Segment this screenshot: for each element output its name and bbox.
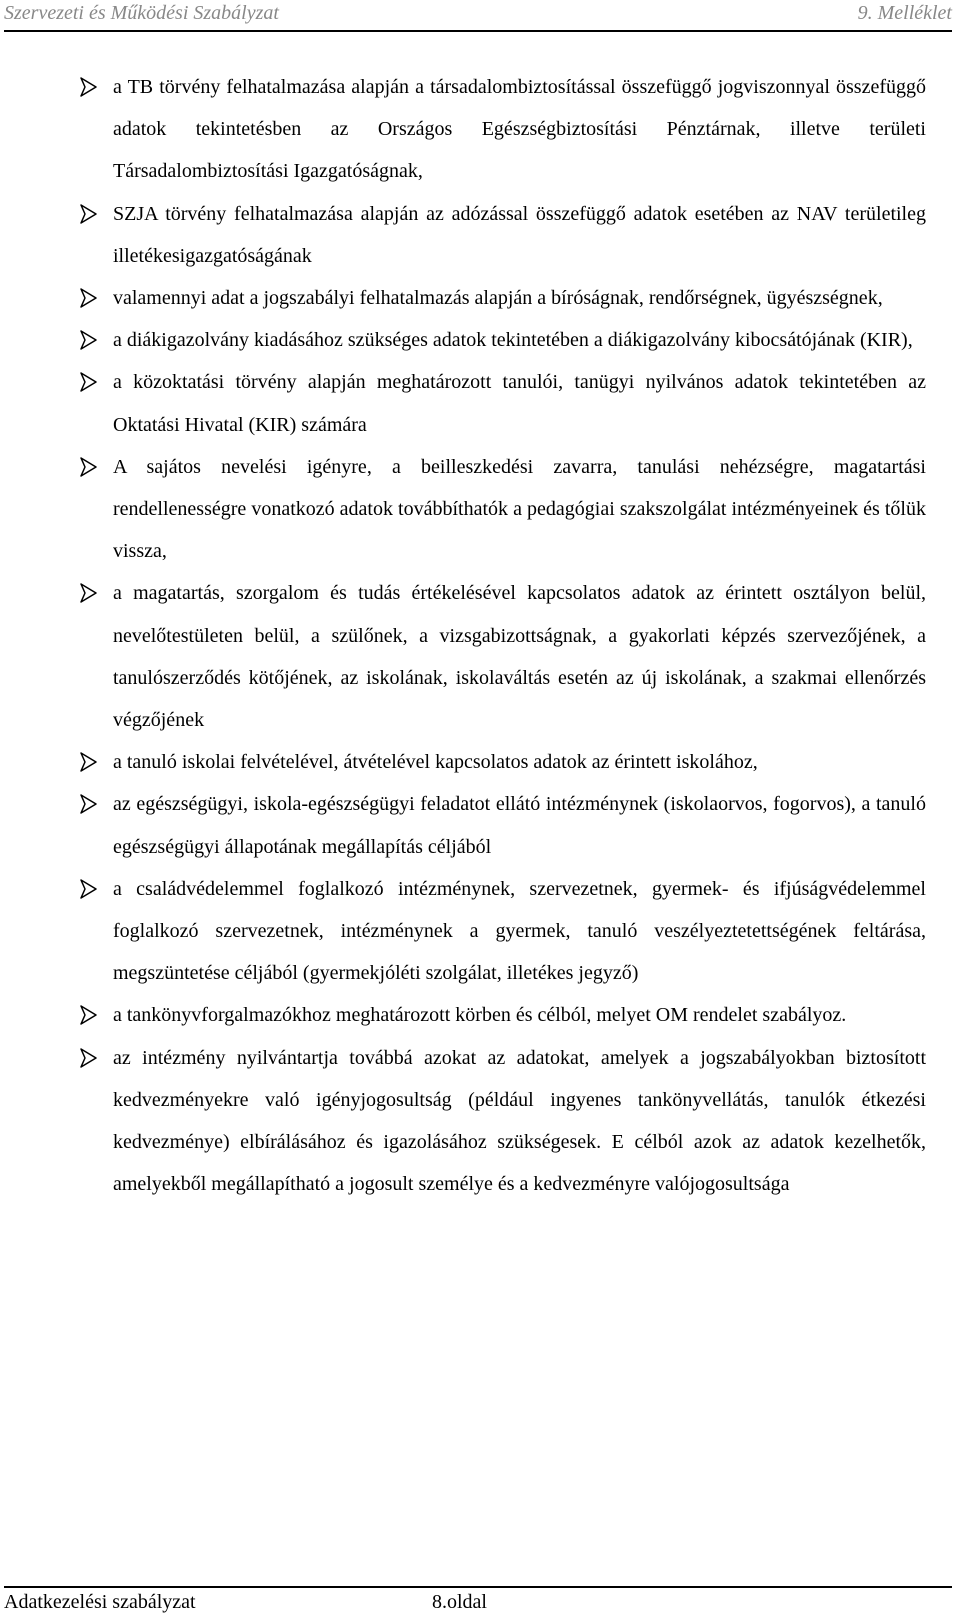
arrowhead-bullet-icon (80, 66, 102, 108)
list-item (80, 994, 926, 1036)
page-number: 8.oldal (432, 1591, 487, 1613)
page-header (4, 0, 952, 32)
list-item (80, 319, 926, 361)
list-item-text: a TB törvény felhatalmazása alapján a társadalombiztosítással összefüggő jogviszonnyal összefüggő adatok tekintetésben az Országos Egészségbiztosítási Pénztárnak, illetve területi Társadalombiztosítási Igazgatóságnak, (113, 76, 926, 183)
arrowhead-bullet-icon (80, 741, 102, 783)
arrowhead-bullet-icon (80, 277, 102, 319)
list-item-text: valamennyi adat a jogszabályi felhatalmazás alapján a bíróságnak, rendőrségnek, ügyészségnek, (113, 287, 883, 310)
list-item (80, 446, 926, 573)
list-item-text: SZJA törvény felhatalmazása alapján az adózással összefüggő adatok esetében az NAV területileg illetékesigazgatóságának (113, 202, 926, 267)
arrowhead-bullet-icon (80, 319, 102, 361)
list-item-text: a családvédelemmel foglalkozó intézménynek, szervezetnek, gyermek- és ifjúságvédelemmel foglalkozó szervezetnek, intézménynek a gyermek, tanuló veszélyeztetettségének feltárása, megszüntetése céljából (gyermekjóléti szolgálat, illetékes jegyző) (113, 877, 926, 985)
list-item (80, 868, 926, 995)
arrowhead-bullet-icon (80, 1037, 102, 1079)
list-item (80, 1037, 926, 1206)
list-item (80, 193, 926, 277)
list-item-text: a diákigazolvány kiadásához szükséges adatok tekintetében a diákigazolvány kibocsátójának (KIR), (113, 329, 913, 352)
arrowhead-bullet-icon (80, 994, 102, 1036)
header-document-title: Szervezeti és Működési Szabályzat (4, 2, 279, 24)
arrowhead-bullet-icon (80, 783, 102, 825)
arrowhead-bullet-icon (80, 361, 102, 403)
list-item (80, 783, 926, 867)
list-item (80, 572, 926, 741)
list-item-text: a tankönyvforgalmazókhoz meghatározott körben és célból, melyet OM rendelet szabályoz. (113, 1004, 847, 1027)
arrowhead-bullet-icon (80, 446, 102, 488)
list-item (80, 361, 926, 445)
list-item (80, 277, 926, 319)
list-item-text: a tanuló iskolai felvételével, átvételével kapcsolatos adatok az érintett iskolához, (113, 751, 758, 774)
header-appendix-label: 9. Melléklet (857, 2, 952, 24)
list-item-text: az intézmény nyilvántartja továbbá azokat az adatokat, amelyek a jogszabályokban biztosított kedvezményekre való igényjogosultság (például ingyenes tankönyvellátás, tanulók étkezési kedvezménye) elbírálásához és igazolásához szükségesek. E célból azok az adatok kezelhetők, amelyekből megállapítható a jogosult személye és a kedvezményre valójogosultsága (113, 1046, 926, 1196)
list-item-text: az egészségügyi, iskola-egészségügyi feladatot ellátó intézménynek (iskolaorvos, fogorvos), a tanuló egészségügyi állapotának megállapítás céljából (113, 793, 926, 858)
page-footer (4, 1586, 952, 1619)
list-item-text: a magatartás, szorgalom és tudás értékelésével kapcsolatos adatok az érintett osztályon belül, nevelőtestületen belül, a szülőnek, a vizsgabizottságnak, a gyakorlati képzés szervezőjének, a tanulószerződés kötőjének, az iskolának, iskolaváltás esetén az új iskolának, a szakmai ellenőrzés végzőjének (113, 582, 926, 732)
list-item-text: a közoktatási törvény alapján meghatározott tanulói, tanügyi nyilvános adatok tekintetében az Oktatási Hivatal (KIR) számára (113, 371, 926, 436)
list-item (80, 741, 926, 783)
arrowhead-bullet-icon (80, 572, 102, 614)
footer-document-name: Adatkezelési szabályzat (4, 1591, 196, 1613)
list-item (80, 66, 926, 193)
page-body (80, 66, 926, 1205)
list-item-text: A sajátos nevelési igényre, a beilleszkedési zavarra, tanulási nehézségre, magatartási rendellenességre vonatkozó adatok továbbíthatók a pedagógiai szakszolgálat intézményeinek és tőlük vissza, (113, 455, 926, 563)
arrowhead-bullet-icon (80, 193, 102, 235)
arrowhead-bullet-icon (80, 868, 102, 910)
